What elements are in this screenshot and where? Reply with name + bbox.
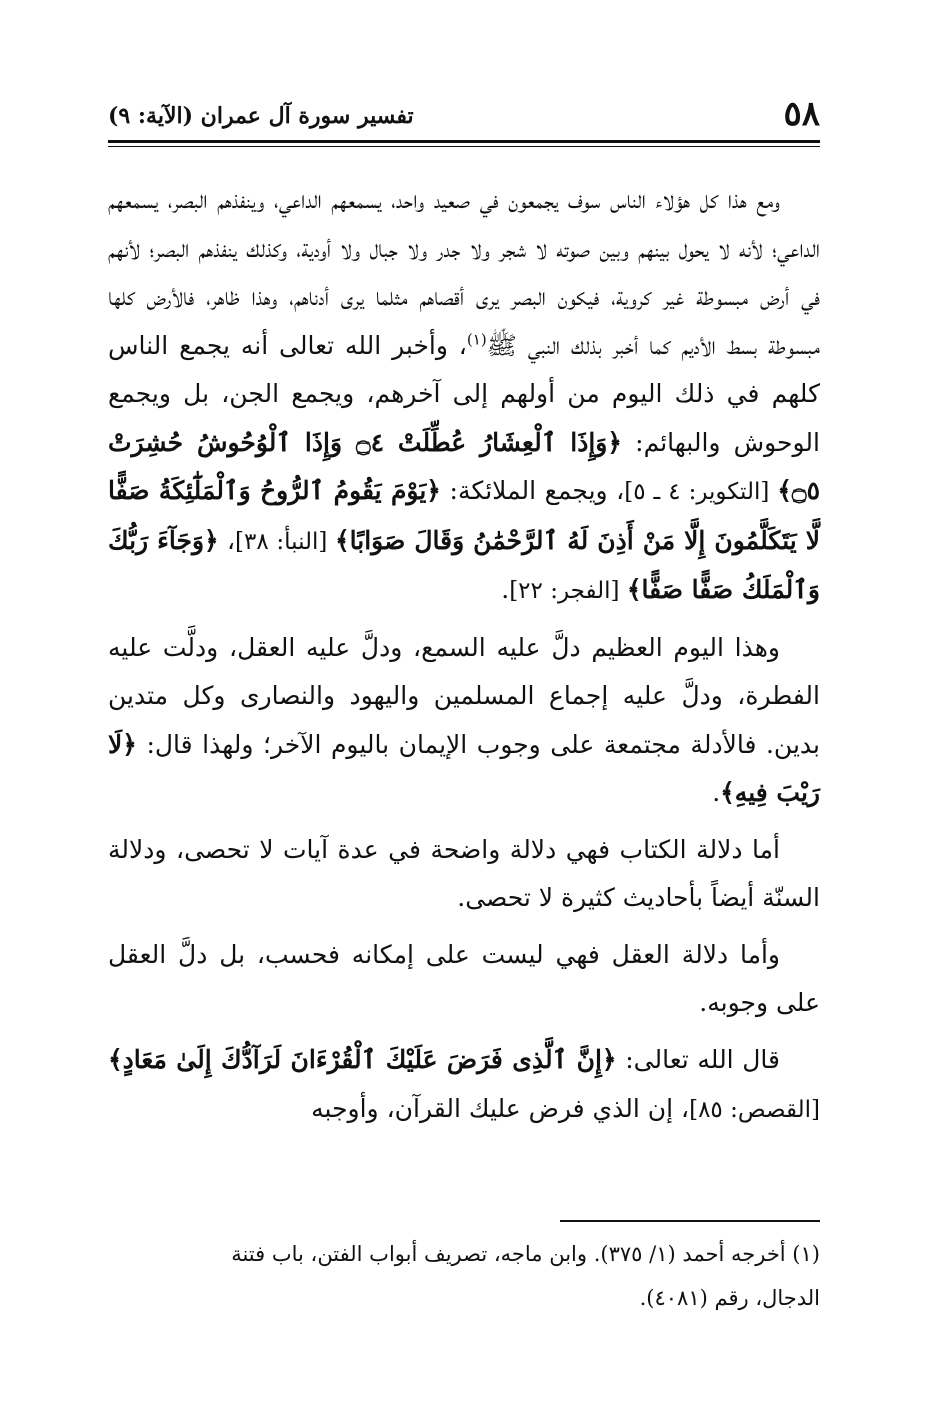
verse-reference-fajr: [الفجر: ٢٢] [509,578,627,604]
footnote-separator [560,1220,820,1222]
paragraph-4-text: وأما دلالة العقل فهي ليست على إمكانه فحسب، بل دلَّ العقل على وجوبه. [108,939,820,1017]
body-text [108,176,820,1143]
paragraph-2-text: وهذا اليوم العظيم دلَّ عليه السمع، ودلَّ عليه العقل، ودلَّت عليه الفطرة، ودلَّ عليه إجماع المسلمين واليهود والنصارى وكل متدين بدين. فالأدلة مجتمعة على وجوب الإيمان باليوم الآخر؛ ولهذا قال: [108,632,820,759]
paragraph-1-continuation: ، وأخبر الله تعالى أنه يجمع الناس كلهم في ذلك اليوم من أولهم إلى آخرهم، ويجمع الجن، بل ويجمع الوحوش والبهائم: [108,330,820,457]
header-rule [108,140,820,147]
running-title: تفسير سورة آل عمران (الآية: ٩) [108,103,414,129]
paragraph-5 [108,1036,820,1135]
quran-verse-fajr: ﴿وَجَآءَ رَبُّكَ وَٱلْمَلَكُ صَفًّا صَفًّا﴾ [108,525,820,604]
quran-verse-takwir: ﴿وَإِذَا ٱلْعِشَارُ عُطِّلَتْ ۝٤ وَإِذَا ٱلْوُحُوشُ حُشِرَتْ ۝٥﴾ [108,427,820,505]
paragraph-3-text: أما دلالة الكتاب فهي دلالة واضحة في عدة آيات لا تحصى، ودلالة السنّة أيضاً بأحاديث كثيرة لا تحصى. [108,834,820,912]
footnote-1-line-1: (١) أخرجه أحمد (١/ ٣٧٥). وابن ماجه، تصريف أبواب الفتن، باب فتنة [231,1242,820,1266]
paragraph-1-separator: ، [218,525,236,555]
paragraph-1-mid: ، ويجمع الملائكة: [440,476,625,505]
footnotes [108,1232,820,1320]
paragraph-3 [108,826,820,923]
paragraph-4 [108,931,820,1028]
quran-verse-naba: ﴿يَوْمَ يَقُومُ ٱلرُّوحُ وَٱلْمَلَٰٓئِكَةُ صَفًّا لَّا يَتَكَلَّمُونَ إِلَّا مَنْ أَذِنَ لَهُ ٱلرَّحْمَٰنُ وَقَالَ صَوَابًا﴾ [108,476,820,555]
paragraph-1-end: . [501,575,510,604]
footnote-1-line-2: الدجال، رقم (٤٠٨١). [639,1286,820,1310]
paragraph-2-end: . [712,778,721,807]
footnote-reference-1[interactable]: (١) [466,330,487,349]
paragraph-1-text: ومع هذا كل هؤلاء الناس سوف يجمعون في صعيد واحد، يسمعهم الداعي، وينفذهم البصر، يسمعهم الداعي؛ لأنه لا يحول بينهم وبين صوته لا شجر ولا جدر ولا جبال ولا أودية، وكذلك ينفذهم البصر؛ لأنهم في أرض مبسوطة غير كروية، فيكون البصر يرى أقصاهم مثلما يرى أدناهم، وهذا ظاهر، فالأرض كلها مبسوطة بسط الأديم كما أخبر بذلك النبي ﷺ [108,185,821,360]
verse-reference-takwir: [التكوير: ٤ ـ ٥] [624,479,778,505]
paragraph-5-text: قال الله تعالى: [616,1044,781,1074]
paragraph-2 [108,624,820,818]
verse-reference-naba: [النبأ: ٣٨] [235,528,336,555]
quran-verse-qasas: ﴿إِنَّ ٱلَّذِى فَرَضَ عَلَيْكَ ٱلْقُرْءَانَ لَرَآدُّكَ إِلَىٰ مَعَادٍ﴾ [108,1044,617,1074]
paragraph-1 [108,176,820,616]
verse-reference-qasas: [القصص: ٨٥] [689,1097,820,1123]
paragraph-5-continuation: ، إن الذي فرض عليك القرآن، وأوجبه [311,1094,690,1123]
page-number: ٥٨ [783,94,820,134]
quran-verse-la-rayba: ﴿لَا رَيْبَ فِيهِ﴾ [108,729,820,807]
page-header [108,92,820,148]
